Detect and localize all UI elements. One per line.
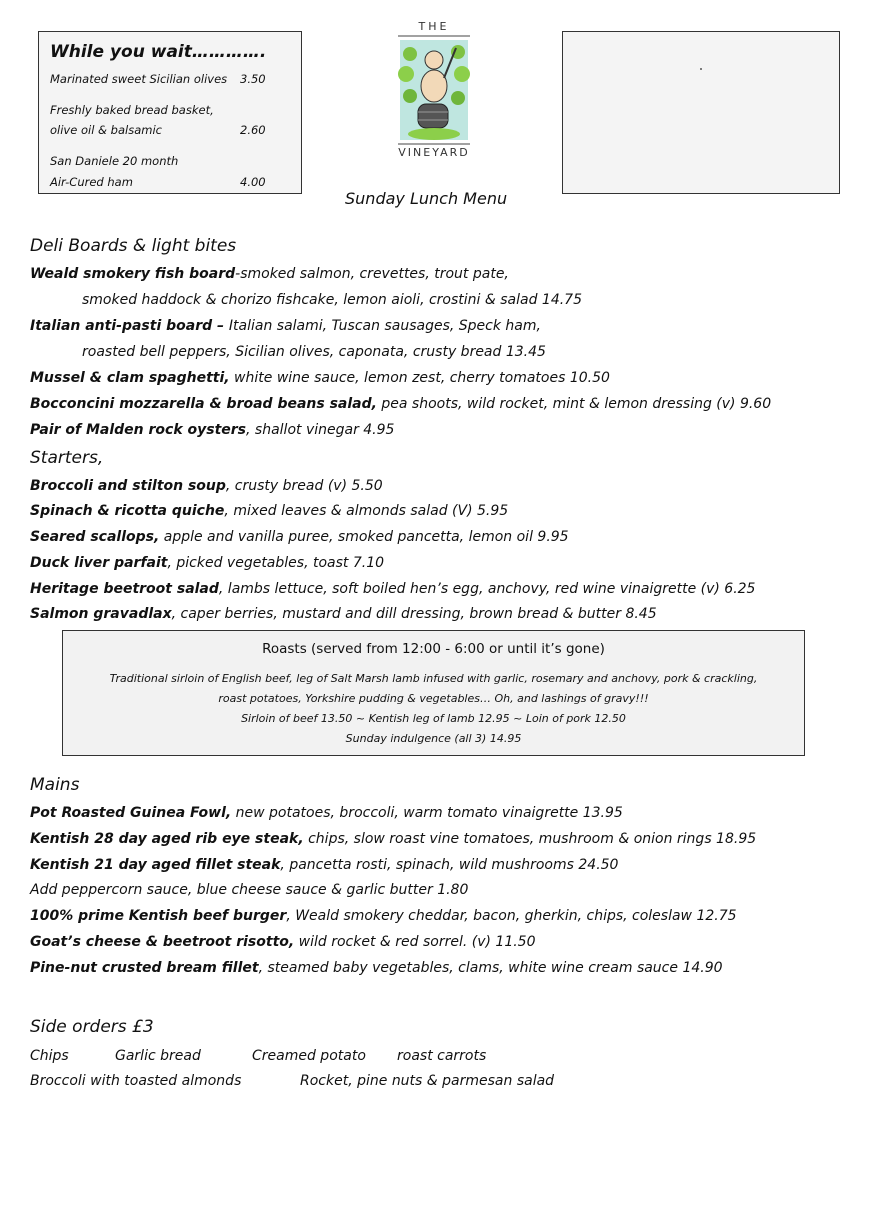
- while-you-wait-box: [38, 31, 302, 194]
- menu-line: [30, 934, 535, 950]
- menu-line: [30, 882, 468, 898]
- menu-line: [30, 422, 394, 438]
- dish-name: Goat’s cheese & beetroot risotto,: [30, 934, 295, 950]
- menu-line: [30, 478, 383, 494]
- menu-line: [30, 960, 723, 976]
- dish-desc: roasted bell peppers, Sicilian olives, caponata, crusty bread 13.45: [82, 344, 546, 360]
- menu-line: [82, 292, 582, 308]
- wait-item-price: 2.60: [240, 123, 266, 137]
- menu-line: [30, 529, 569, 545]
- vineyard-logo: [388, 20, 480, 164]
- dish-desc: , shallot vinegar 4.95: [246, 422, 395, 438]
- roast-line: Traditional sirloin of English beef, leg of Salt Marsh lamb infused with garlic, rosemary and anchovy, pork & crackling,: [109, 672, 758, 685]
- dish-desc: smoked haddock & chorizo fishcake, lemon aioli, crostini & salad 14.75: [82, 292, 582, 308]
- menu-line: [30, 606, 657, 622]
- roasts-box: [62, 630, 805, 756]
- bacchus-illustration-icon: [396, 34, 472, 146]
- dish-name: Pot Roasted Guinea Fowl,: [30, 805, 232, 821]
- dish-name: Pine-nut crusted bream fillet: [30, 960, 259, 976]
- page-title: Sunday Lunch Menu: [345, 189, 508, 208]
- menu-line: [30, 503, 508, 519]
- dish-name: Kentish 28 day aged rib eye steak,: [30, 831, 304, 847]
- dish-desc: , steamed baby vegetables, clams, white wine cream sauce 14.90: [258, 960, 723, 976]
- dish-name: Heritage beetroot salad: [30, 581, 219, 597]
- dish-name: Mussel & clam spaghetti,: [30, 370, 230, 386]
- starters-heading: Starters,: [30, 448, 104, 468]
- dish-desc: wild rocket & red sorrel. (v) 11.50: [294, 934, 536, 950]
- wait-item-name-cont: Air-Cured ham: [50, 175, 133, 189]
- roast-line: Sunday indulgence (all 3) 14.95: [345, 732, 522, 745]
- dish-desc: apple and vanilla puree, smoked pancetta, lemon oil 9.95: [159, 529, 569, 545]
- dish-desc: Italian salami, Tuscan sausages, Speck ham,: [228, 318, 541, 334]
- menu-line: [82, 344, 546, 360]
- roast-line: roast potatoes, Yorkshire pudding & vegetables… Oh, and lashings of gravy!!!: [218, 692, 649, 705]
- side-item: roast carrots: [397, 1048, 487, 1064]
- logo-bottom-text: VINEYARD: [398, 146, 470, 159]
- menu-line: [30, 805, 623, 821]
- menu-line: [30, 318, 541, 334]
- dish-desc: , caper berries, mustard and dill dressing, brown bread & butter 8.45: [171, 606, 657, 622]
- dish-desc: white wine sauce, lemon zest, cherry tomatoes 10.50: [229, 370, 610, 386]
- dish-desc: pea shoots, wild rocket, mint & lemon dressing (v) 9.60: [376, 396, 772, 412]
- menu-line: [30, 908, 737, 924]
- menu-line: [30, 857, 618, 873]
- dish-name: Weald smokery fish board: [30, 266, 236, 282]
- menu-line: [30, 831, 756, 847]
- sides-heading: Side orders £3: [30, 1017, 154, 1037]
- dish-desc: , mixed leaves & almonds salad (V) 5.95: [224, 503, 509, 519]
- dish-name: Pair of Malden rock oysters: [30, 422, 247, 438]
- dish-desc: -smoked salmon, crevettes, trout pate,: [235, 266, 509, 282]
- dish-name: 100% prime Kentish beef burger: [30, 908, 287, 924]
- blank-notes-box: [562, 31, 840, 194]
- wait-item-name: Marinated sweet Sicilian olives: [50, 72, 228, 86]
- while-you-wait-title: While you wait………….: [50, 42, 267, 62]
- wait-item-name: Freshly baked bread basket,: [50, 103, 214, 117]
- wait-item-name: San Daniele 20 month: [50, 154, 179, 168]
- dish-name: Duck liver parfait: [30, 555, 168, 571]
- dish-name: Bocconcini mozzarella & broad beans salad,: [30, 396, 377, 412]
- side-item: Chips: [30, 1048, 69, 1064]
- wait-item-price: 4.00: [240, 175, 266, 189]
- menu-line: [30, 555, 384, 571]
- menu-line: [30, 396, 771, 412]
- wait-item-name-cont: olive oil & balsamic: [50, 123, 162, 137]
- dish-desc: chips, slow roast vine tomatoes, mushroom & onion rings 18.95: [303, 831, 757, 847]
- dish-desc: , picked vegetables, toast 7.10: [167, 555, 385, 571]
- dish-desc: , Weald smokery cheddar, bacon, gherkin, chips, coleslaw 12.75: [286, 908, 737, 924]
- dish-desc: Add peppercorn sauce, blue cheese sauce & garlic butter 1.80: [30, 882, 469, 898]
- side-item: Rocket, pine nuts & parmesan salad: [300, 1073, 555, 1089]
- menu-line: [30, 370, 610, 386]
- blank-box-mark: [700, 68, 702, 70]
- mains-heading: Mains: [30, 775, 80, 795]
- dish-name: Seared scallops,: [30, 529, 160, 545]
- dish-name: Broccoli and stilton soup: [30, 478, 226, 494]
- side-item: Creamed potato: [252, 1048, 366, 1064]
- menu-line: [30, 581, 755, 597]
- dish-name: Italian anti-pasti board –: [30, 318, 229, 334]
- wait-item-price: 3.50: [240, 72, 266, 86]
- roasts-title: Roasts (served from 12:00 - 6:00 or until it’s gone): [262, 641, 605, 657]
- dish-name: Spinach & ricotta quiche: [30, 503, 225, 519]
- roast-line: Sirloin of beef 13.50 ~ Kentish leg of lamb 12.95 ~ Loin of pork 12.50: [241, 712, 626, 725]
- logo-top-text: THE: [418, 20, 450, 33]
- menu-line: [30, 266, 509, 282]
- dish-desc: , lambs lettuce, soft boiled hen’s egg, anchovy, red wine vinaigrette (v) 6.25: [218, 581, 756, 597]
- deli-heading: Deli Boards & light bites: [30, 236, 237, 256]
- dish-name: Salmon gravadlax: [30, 606, 172, 622]
- side-item: Garlic bread: [115, 1048, 201, 1064]
- dish-name: Kentish 21 day aged fillet steak: [30, 857, 281, 873]
- side-item: Broccoli with toasted almonds: [30, 1073, 242, 1089]
- dish-desc: , pancetta rosti, spinach, wild mushrooms 24.50: [280, 857, 619, 873]
- dish-desc: , crusty bread (v) 5.50: [225, 478, 383, 494]
- dish-desc: new potatoes, broccoli, warm tomato vinaigrette 13.95: [231, 805, 623, 821]
